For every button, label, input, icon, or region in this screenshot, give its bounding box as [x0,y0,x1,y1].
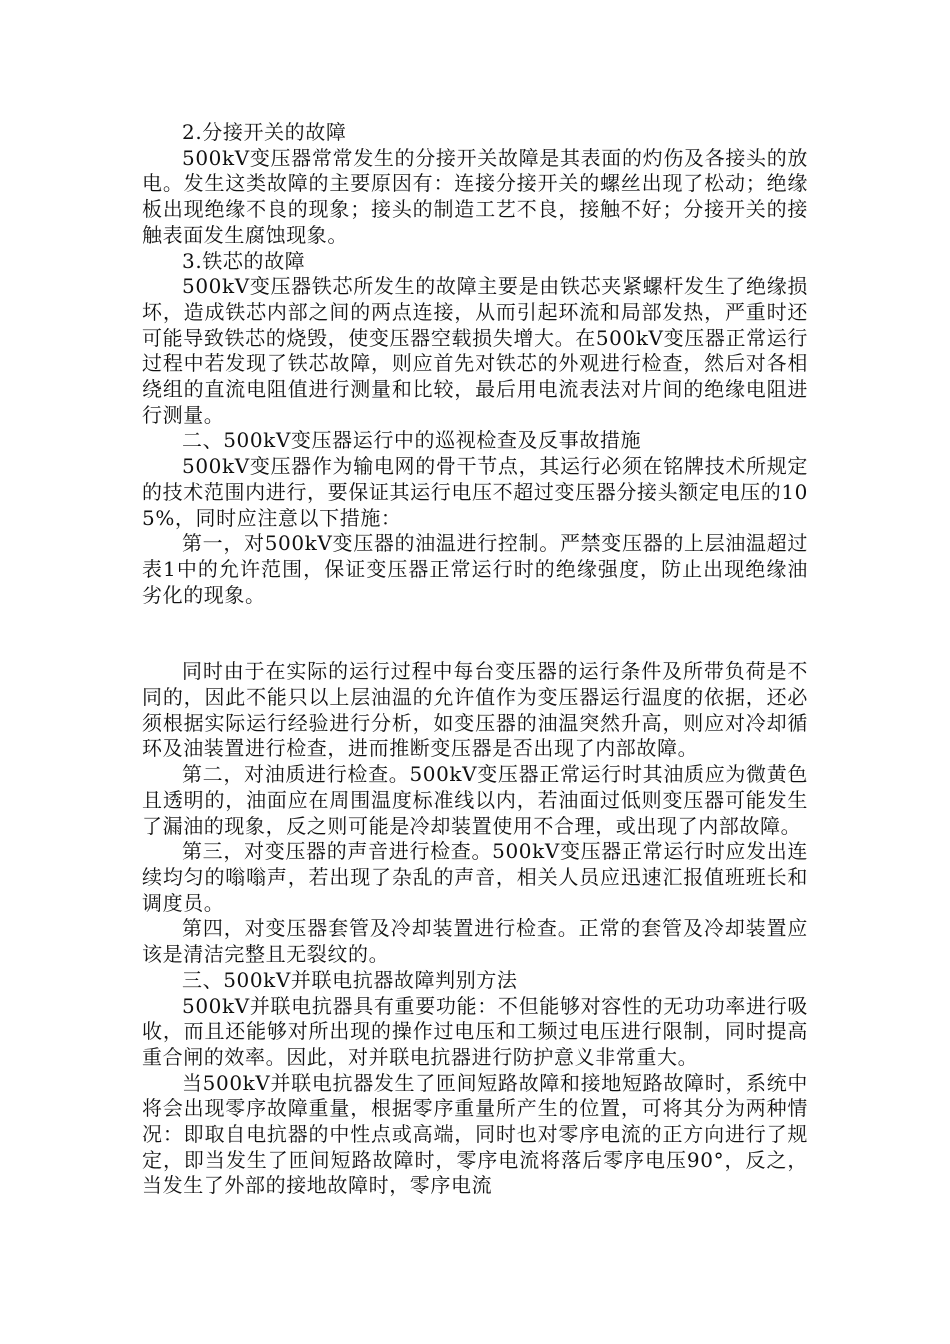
paragraph-reactor-short-circuit: 当500kV并联电抗器发生了匝间短路故障和接地短路故障时，系统中将会出现零序故障重量，根据零序重量所产生的位置，可将其分为两种情况：即取自电抗器的中性点或高端，同时也对零序电流的正方向进行了规定，即当发生了匝间短路故障时，零序电流将落后零序电压90°，反之，当发生了外部的接地故障时，零序电流 [142,1070,808,1198]
document-body [142,120,808,1199]
section-heading-tap-changer-fault: 2.分接开关的故障 [182,120,347,144]
section-heading-reactor-fault: 三、500kV并联电抗器故障判别方法 [182,967,518,992]
paragraph-sound-check: 第三，对变压器的声音进行检查。500kV变压器正常运行时应发出连续均匀的嗡嗡声，若出现了杂乱的声音，相关人员应迅速汇报值班班长和调度员。 [142,839,808,915]
paragraph-operating-conditions: 同时由于在实际的运行过程中每台变压器的运行条件及所带负荷是不同的，因此不能只以上层油温的允许值作为变压器运行温度的依据，还必须根据实际运行经验进行分析，如变压器的油温突然升高，则应对冷却循环及油装置进行检查，进而推断变压器是否出现了内部故障。 [142,659,808,761]
section-heading-core-fault: 3.铁芯的故障 [182,248,306,273]
paragraph-reactor-function: 500kV并联电抗器具有重要功能：不但能够对容性的无功功率进行吸收，而且还能够对所出现的操作过电压和工频过电压进行限制，同时提高重合闸的效率。因此，对并联电抗器进行防护意义非常重大。 [142,993,808,1069]
paragraph-core-fault: 500kV变压器铁芯所发生的故障主要是由铁芯夹紧螺杆发生了绝缘损坏，造成铁芯内部之间的两点连接，从而引起环流和局部发热，严重时还可能导致铁芯的烧毁，使变压器空载损失增大。在500kV变压器正常运行过程中若发现了铁芯故障，则应首先对铁芯的外观进行检查，然后对各相绕组的直流电阻值进行测量和比较，最后用电流表法对片间的绝缘电阻进行测量。 [142,274,808,427]
paragraph-operation-requirements: 500kV变压器作为输电网的骨干节点，其运行必须在铭牌技术所规定的技术范围内进行，要保证其运行电压不超过变压器分接头额定电压的105%，同时应注意以下措施： [142,454,808,530]
section-heading-inspection: 二、500kV变压器运行中的巡视检查及反事故措施 [182,428,642,453]
paragraph-oil-quality: 第二，对油质进行检查。500kV变压器正常运行时其油质应为微黄色且透明的，油面应在周围温度标准线以内，若油面过低则变压器可能发生了漏油的现象，反之则可能是冷却装置使用不合理，或出现了内部故障。 [142,762,808,838]
paragraph-bushing-check: 第四，对变压器套管及冷却装置进行检查。正常的套管及冷却装置应该是清洁完整且无裂纹的。 [142,916,808,967]
paragraph-oil-temperature: 第一，对500kV变压器的油温进行控制。严禁变压器的上层油温超过表1中的允许范围，保证变压器正常运行时的绝缘强度，防止出现绝缘油劣化的现象。 [142,531,808,607]
paragraph-gap [142,608,808,659]
paragraph-tap-changer-fault: 500kV变压器常常发生的分接开关故障是其表面的灼伤及各接头的放电。发生这类故障的主要原因有：连接分接开关的螺丝出现了松动；绝缘板出现绝缘不良的现象；接头的制造工艺不良，接触不好；分接开关的接触表面发生腐蚀现象。 [142,145,808,247]
